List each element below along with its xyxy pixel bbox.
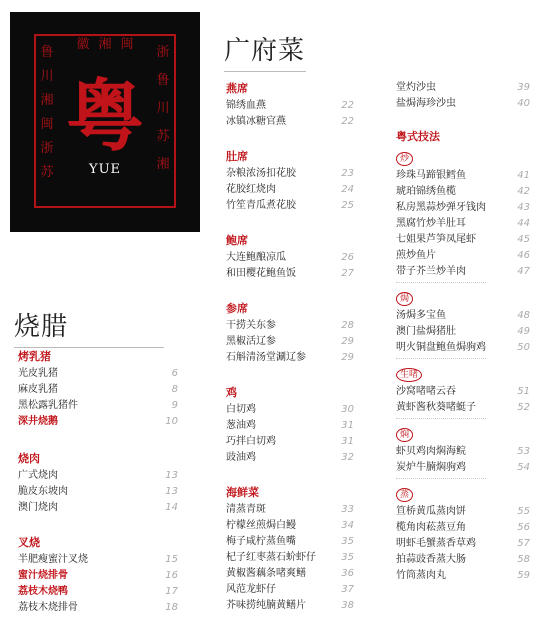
menu-item[interactable]: 带子芥兰炒羊肉 47 [396,266,530,277]
divider [396,282,486,283]
group-heading: 烤乳猪 [18,350,51,363]
menu-group-fish-maw [226,150,354,214]
logo-right-char: 川 [156,101,170,116]
menu-item[interactable]: 花胶红烧肉 24 [226,184,354,195]
menu-item[interactable]: 锦绣血燕 22 [226,100,354,111]
menu-item[interactable]: 荔枝木烧排骨 18 [18,602,178,613]
menu-item[interactable]: 拍蒜豉香蒸大肠 58 [396,554,530,565]
section-title-text: 广府菜 [224,36,306,66]
technique-badge-bake: 焗 [396,292,413,306]
menu-item-featured[interactable]: 荔枝木烧鸭 17 [18,586,178,597]
title-underline [14,347,164,348]
menu-item[interactable]: 脆皮东坡肉 13 [18,486,178,497]
section-title-shaola [14,306,164,348]
logo-right-char: 苏 [156,129,170,144]
menu-item[interactable]: 竹笙青瓜煮花胶 25 [226,200,354,211]
menu-item[interactable]: 珍珠马蹄银鳕鱼 41 [396,170,530,181]
group-heading: 肚席 [226,150,248,163]
menu-item[interactable]: 榄角肉菘蒸豆角 56 [396,522,530,533]
menu-group-roast-pork [18,452,178,516]
logo-right-char: 浙 [156,45,170,60]
menu-item[interactable]: 杂粮浓汤扣花胶 23 [226,168,354,179]
menu-item[interactable]: 盐焗海珍沙虫 40 [396,98,530,109]
menu-item[interactable]: 豉油鸡 32 [226,452,354,463]
logo-left-char: 苏 [40,165,54,180]
group-heading: 烧肉 [18,452,40,465]
logo-latin-text: YUE [88,162,122,177]
logo-top-char: 闽 [120,37,134,52]
menu-item[interactable]: 澳门盐焗猪肚 49 [396,326,530,337]
menu-item[interactable]: 黑椒活辽参 29 [226,336,354,347]
technique-badge-braise: 焖 [396,428,413,442]
menu-item[interactable]: 澳门烧肉 14 [18,502,178,513]
group-heading: 鲍席 [226,234,248,247]
menu-item[interactable]: 黄虾酱秋葵啫蜓子 52 [396,402,530,413]
technique-badge-stir-fry: 炒 [396,152,413,166]
menu-item[interactable]: 黑腐竹炒羊肚耳 44 [396,218,530,229]
menu-item[interactable]: 麻皮乳猪 8 [18,384,178,395]
group-heading: 海鲜菜 [226,486,259,499]
menu-item[interactable]: 半肥瘦蜜汁叉烧 15 [18,554,178,565]
menu-group-roast-pig [18,350,178,430]
menu-item[interactable]: 芥味捞纯腩黄鳝片 38 [226,600,354,611]
menu-item[interactable]: 煎炒鱼片 46 [396,250,530,261]
menu-group-seafood [226,486,354,614]
menu-item[interactable]: 琥珀锦绣鱼榄 42 [396,186,530,197]
logo-main-character: 粤 [65,71,144,162]
menu-item[interactable]: 炭炉牛腩焖驹鸡 54 [396,462,530,473]
menu-item[interactable]: 梅子咸柠蒸鱼嘴 35 [226,536,354,547]
menu-group-sea-cucumber [226,302,354,366]
section-title-text: 烧腊 [14,312,69,342]
group-heading: 叉烧 [18,536,40,549]
menu-item[interactable]: 石斛清汤堂涮辽参 29 [226,352,354,363]
menu-item-featured[interactable]: 深井烧鹅 10 [18,416,178,427]
menu-group-chicken [226,386,354,466]
menu-item[interactable]: 白切鸡 30 [226,404,354,415]
menu-item[interactable]: 明虾毛蟹蒸香草鸡 57 [396,538,530,549]
technique-badge-steam: 蒸 [396,488,413,502]
group-heading: 鸡 [226,386,237,399]
menu-item[interactable]: 竹筒蒸肉丸 59 [396,570,530,581]
menu-group-birdnest [226,82,354,130]
menu-item[interactable]: 大连鲍酿凉瓜 26 [226,252,354,263]
menu-item[interactable]: 汤焗多宝鱼 48 [396,310,530,321]
divider [396,478,486,479]
restaurant-logo [10,12,200,232]
menu-item[interactable]: 明火铜盘鲍鱼焗驹鸡 50 [396,342,530,353]
menu-item[interactable]: 和田樱花鲍鱼饭 27 [226,268,354,279]
logo-left-char: 湘 [40,93,54,108]
logo-left-char: 浙 [40,141,54,156]
logo-top-char: 徽 [76,37,90,52]
group-heading: 参席 [226,302,248,315]
logo-left-char: 鲁 [40,45,54,60]
menu-item[interactable]: 柠檬丝煎焗白鳗 34 [226,520,354,531]
technique-badge-sizzle: 生啫 [396,368,422,382]
menu-item[interactable]: 笪桥黄瓜蒸肉饼 55 [396,506,530,517]
title-underline [224,71,306,72]
menu-item[interactable]: 堂灼沙虫 39 [396,82,530,93]
logo-right-char: 湘 [156,157,170,172]
menu-item[interactable]: 干捞关东参 28 [226,320,354,331]
divider [396,418,486,419]
group-heading: 粤式技法 [396,130,440,143]
menu-item-featured[interactable]: 蜜汁烧排骨 16 [18,570,178,581]
logo-top-char: 湘 [98,37,112,52]
logo-left-char: 闽 [40,117,54,132]
menu-item[interactable]: 七姐果芦笋凤尾虾 45 [396,234,530,245]
menu-item[interactable]: 黑松露乳猪件 9 [18,400,178,411]
menu-item[interactable]: 葱油鸡 31 [226,420,354,431]
menu-item[interactable]: 沙窝啫啫云吞 51 [396,386,530,397]
menu-item[interactable]: 广式烧肉 13 [18,470,178,481]
divider [396,358,486,359]
menu-item[interactable]: 冰镇冰糖官燕 22 [226,116,354,127]
menu-item[interactable]: 杞子红枣蒸石蚧虾仔 35 [226,552,354,563]
menu-item[interactable]: 巧拌白切鸡 31 [226,436,354,447]
menu-group-abalone [226,234,354,282]
menu-item[interactable]: 黄椒酱藕条啫爽鳝 36 [226,568,354,579]
menu-item[interactable]: 光皮乳猪 6 [18,368,178,379]
logo-left-char: 川 [40,69,54,84]
menu-group-char-siu [18,536,178,616]
logo-right-char: 鲁 [156,73,170,88]
menu-item[interactable]: 私房黑蒜炒弹牙钱肉 43 [396,202,530,213]
menu-group-cantonese-techniques [396,130,530,584]
section-title-guangfu [224,30,306,72]
menu-group-sand-worm [396,80,530,112]
menu-item[interactable]: 风范龙虾仔 37 [226,584,354,595]
group-heading: 燕席 [226,82,248,95]
menu-item[interactable]: 清蒸青斑 33 [226,504,354,515]
menu-item[interactable]: 虾贝鸡肉焖海鲩 53 [396,446,530,457]
